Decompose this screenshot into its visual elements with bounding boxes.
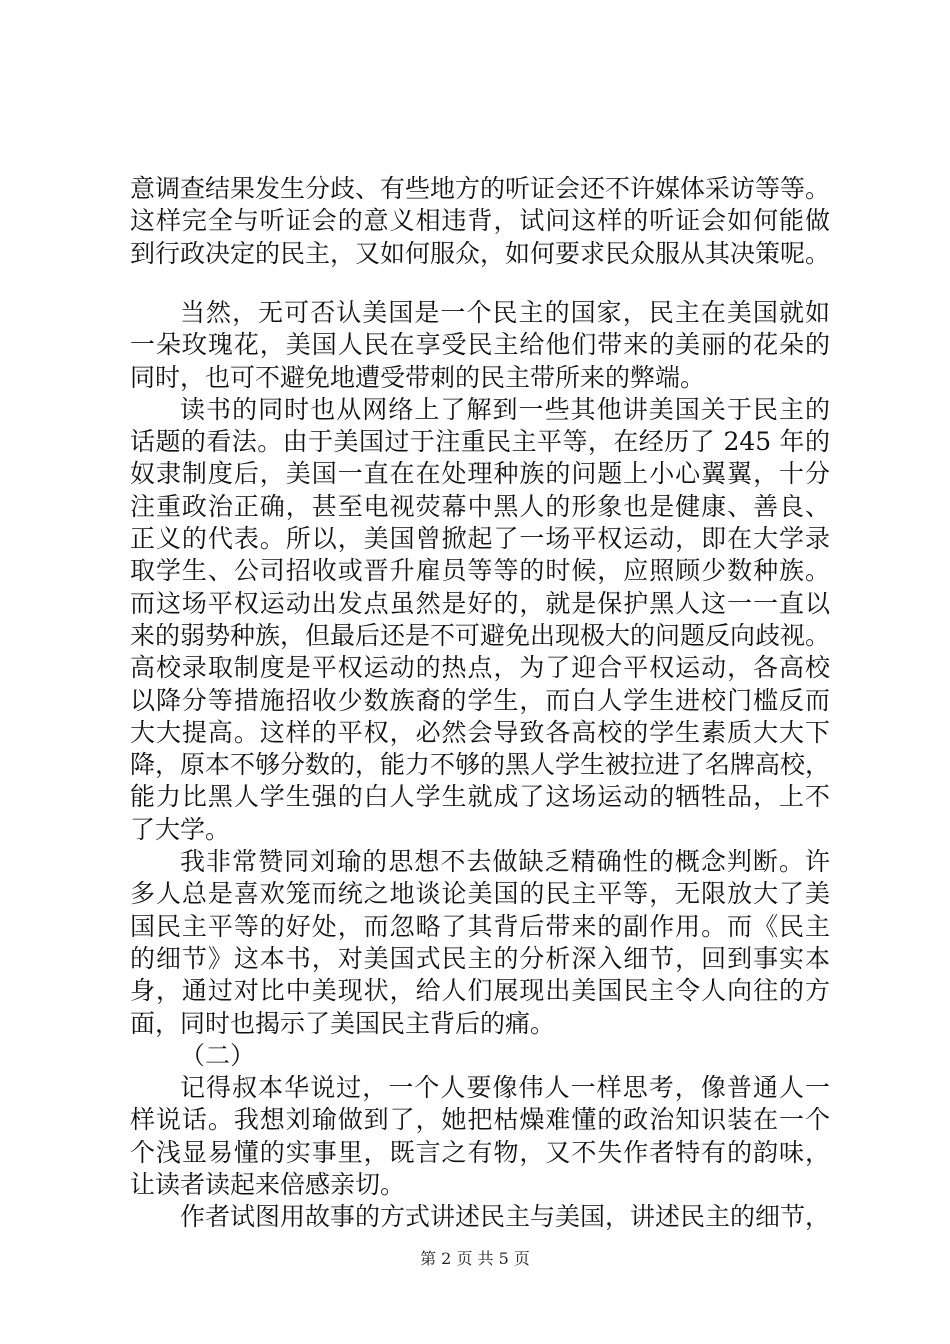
text-line: 读书的同时也从网络上了解到一些其他讲美国关于民主的: [180, 394, 830, 424]
text-line: 我非常赞同刘瑜的思想不去做缺乏精确性的概念判断。许: [180, 847, 830, 877]
page-number-footer: 第 2 页 共 5 页: [420, 1249, 530, 1268]
section-heading: （二）: [180, 1040, 256, 1070]
text-line: 取学生、公司招收或晋升雇员等等的时候，应照顾少数种族。: [130, 556, 830, 586]
text-line: 的细节》这本书，对美国式民主的分析深入细节，回到事实本: [130, 943, 830, 973]
paragraph-hearing-conclusion: [130, 173, 830, 270]
text-line: 而这场平权运动出发点虽然是好的，就是保护黑人这一一直以: [130, 588, 830, 618]
text-line: 话题的看法。由于美国过于注重民主平等，在经历了 245 年的: [130, 427, 830, 457]
text-line: 记得叔本华说过，一个人要像伟人一样思考，像普通人一: [180, 1073, 830, 1103]
text-line: 到行政决定的民主，又如何服众，如何要求民众服从其决策呢。: [130, 238, 831, 268]
text-line: 奴隶制度后，美国一直在在处理种族的问题上小心翼翼，十分: [130, 459, 830, 489]
body-text: [130, 297, 830, 1234]
text-line: 大大提高。这样的平权，必然会导致各高校的学生素质大大下: [130, 717, 830, 747]
text-line: 意调查结果发生分歧、有些地方的听证会还不许媒体采访等等。: [130, 174, 831, 203]
text-line: 让读者读起来倍感亲切。: [130, 1170, 406, 1200]
text-line: 来的弱势种族，但最后还是不可避免出现极大的问题反向歧视。: [130, 620, 831, 650]
text-line: 以降分等措施招收少数族裔的学生，而白人学生进校门槛反而: [130, 685, 830, 715]
text-line: 国民主平等的好处，而忽略了其背后带来的副作用。而《民主: [130, 911, 830, 941]
text-line: 高校录取制度是平权运动的热点，为了迎合平权运动，各高校: [130, 653, 830, 683]
text-line: 作者试图用故事的方式讲述民主与美国，讲述民主的细节，: [180, 1202, 831, 1232]
text-line: 样说话。我想刘瑜做到了，她把枯燥难懂的政治知识装在一个: [130, 1105, 830, 1135]
text-line: 一朵玫瑰花，美国人民在享受民主给他们带来的美丽的花朵的: [130, 330, 830, 360]
text-line: 这样完全与听证会的意义相违背，试问这样的听证会如何能做: [130, 206, 830, 236]
text-line: 降，原本不够分数的，能力不够的黑人学生被拉进了名牌高校，: [130, 750, 831, 780]
text-line: 同时，也可不避免地遭受带刺的民主带所来的弊端。: [130, 362, 706, 392]
text-line: 注重政治正确，甚至电视荧幕中黑人的形象也是健康、善良、: [130, 491, 830, 521]
text-line: 多人总是喜欢笼而统之地谈论美国的民主平等，无限放大了美: [130, 879, 830, 909]
text-line: 能力比黑人学生强的白人学生就成了这场运动的牺牲品，上不: [130, 782, 830, 812]
text-line: 当然，无可否认美国是一个民主的国家，民主在美国就如: [180, 298, 830, 327]
text-line: 了大学。: [130, 814, 231, 844]
text-line: 身，通过对比中美现状，给人们展现出美国民主令人向往的方: [130, 976, 830, 1006]
text-line: 个浅显易懂的实事里，既言之有物，又不失作者特有的韵味，: [130, 1137, 830, 1167]
text-line: 面，同时也揭示了美国民主背后的痛。: [130, 1008, 556, 1038]
text-line: 正义的代表。所以，美国曾掀起了一场平权运动，即在大学录: [130, 524, 830, 554]
